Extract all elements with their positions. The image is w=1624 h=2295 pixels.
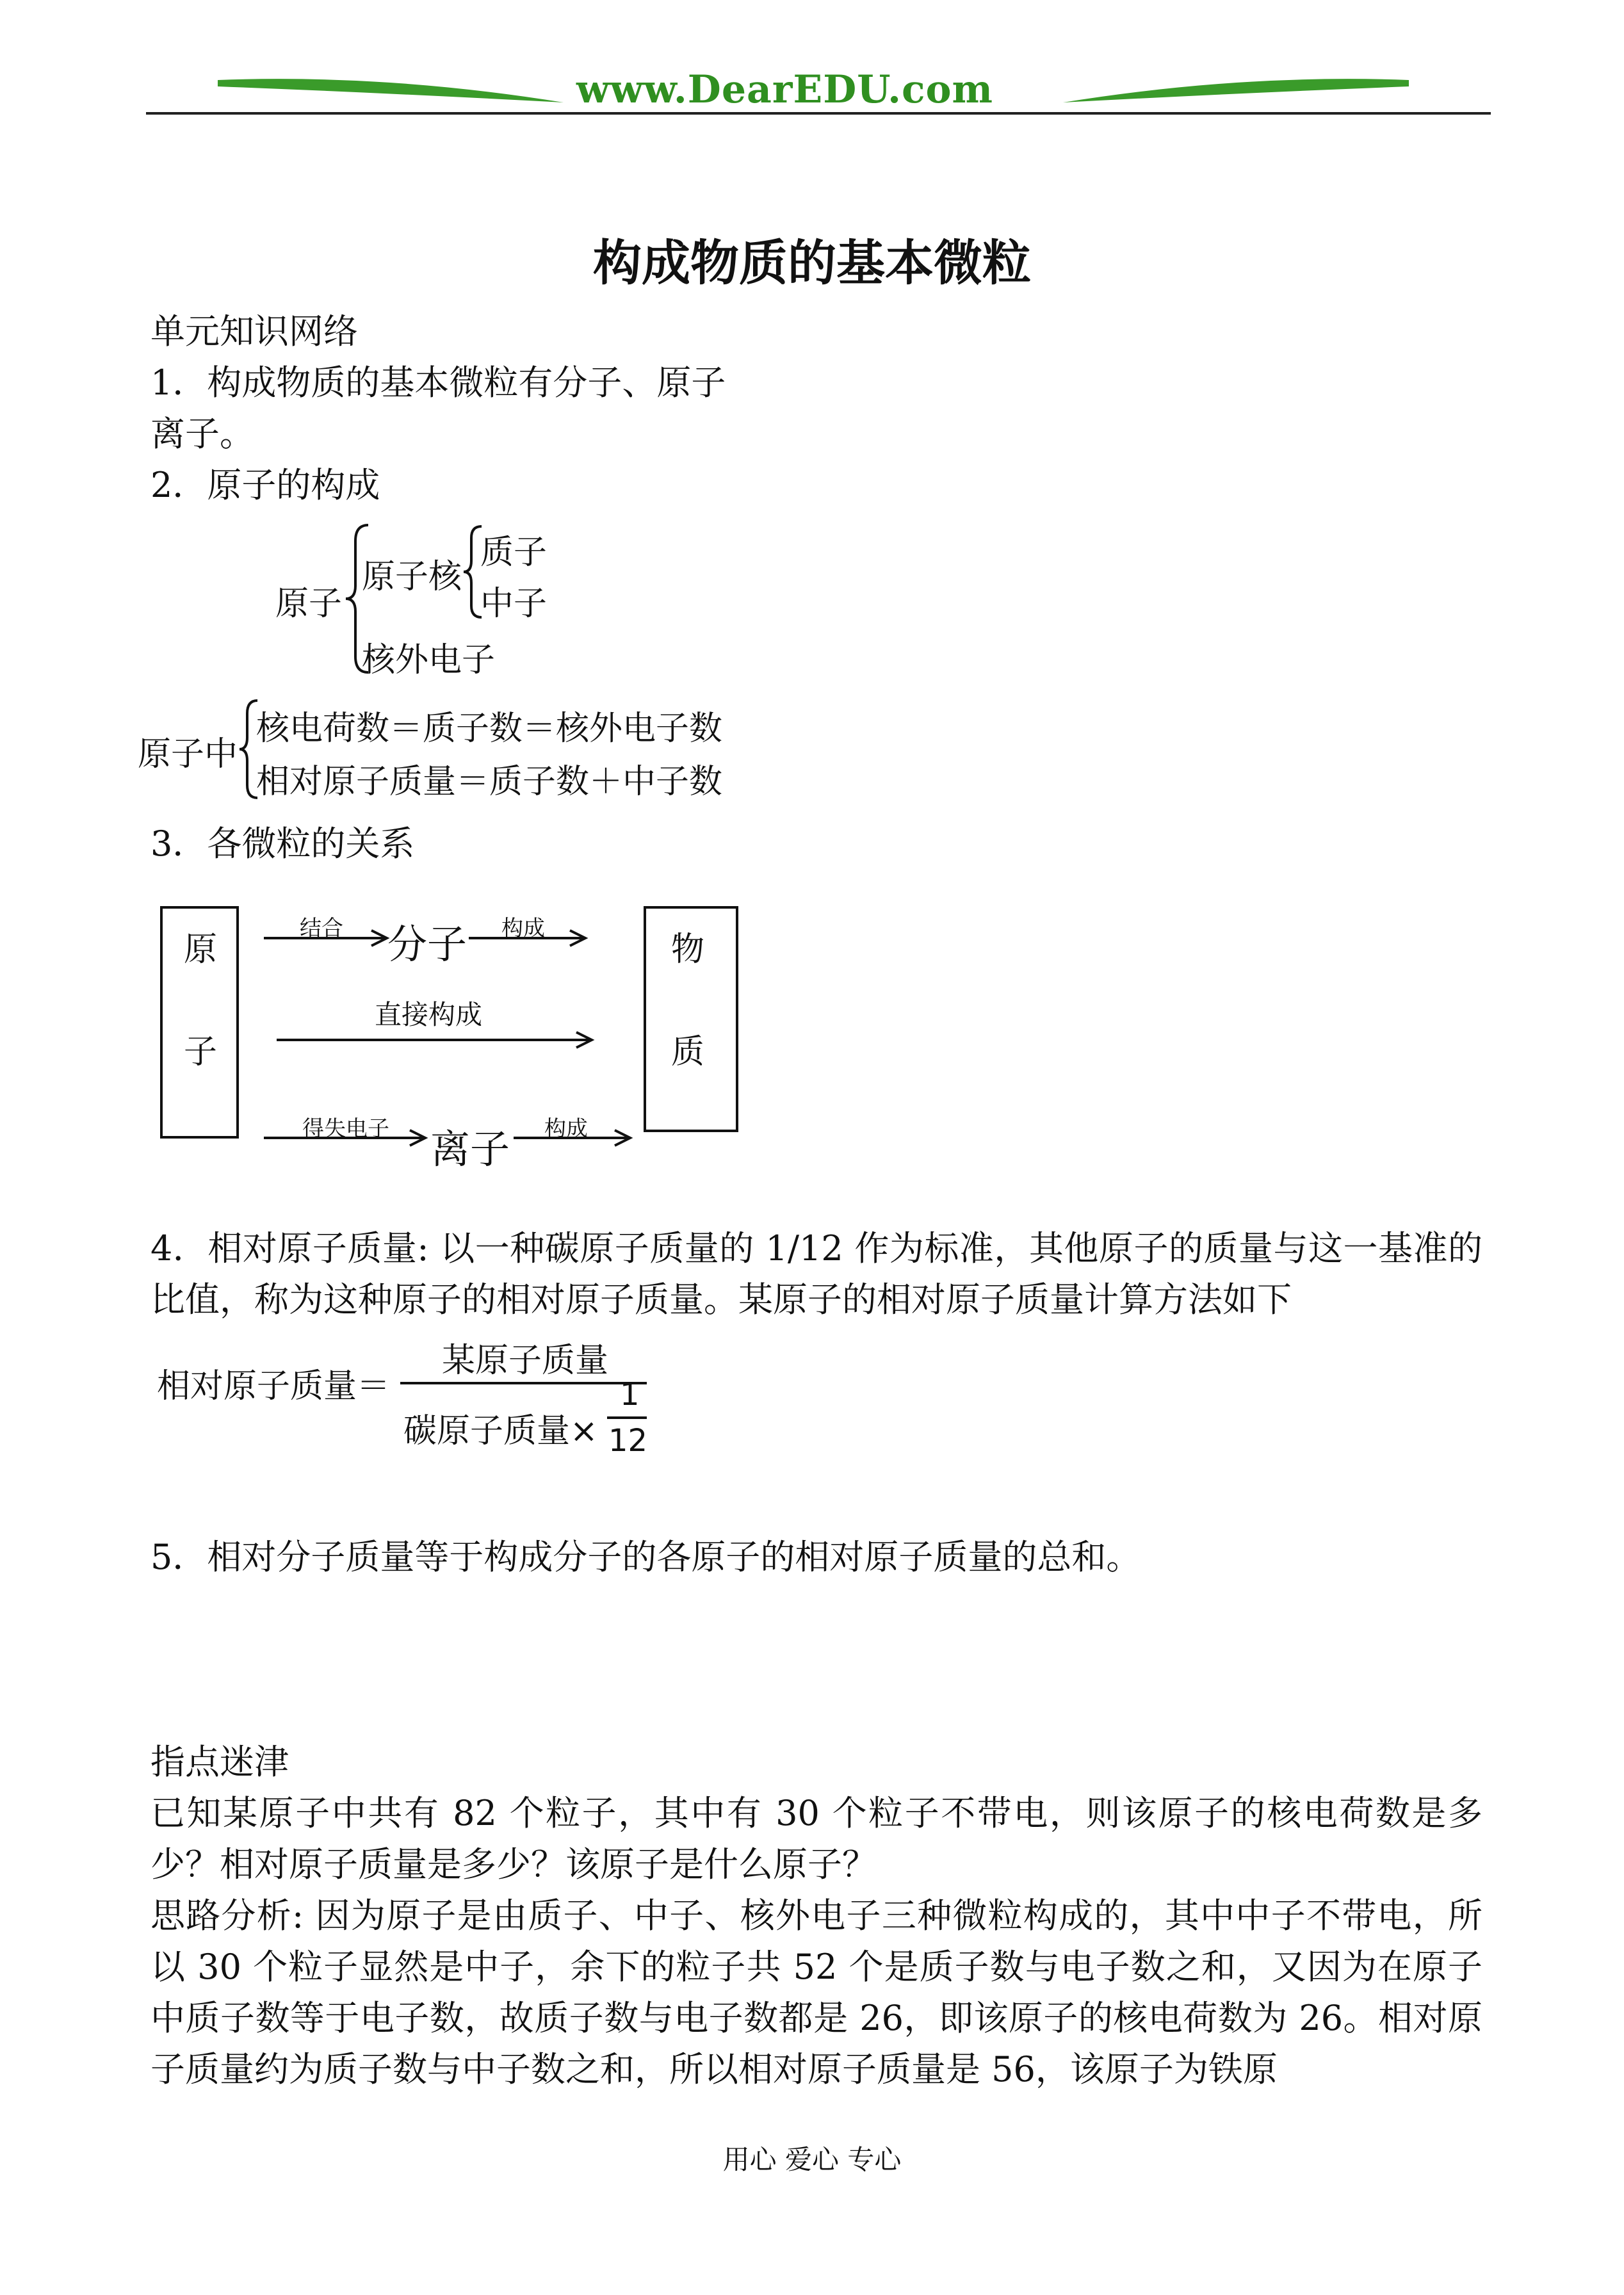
- formula-sub-fraction-bar: [607, 1416, 647, 1419]
- atom-box-char-2: 子: [184, 1033, 218, 1071]
- formula-main-fraction-bar: [400, 1382, 647, 1384]
- header-swoosh-right: [1050, 67, 1409, 112]
- relation-eq2: 相对原子质量＝质子数＋中子数: [256, 763, 723, 801]
- formula-lhs: 相对原子质量＝: [157, 1367, 391, 1406]
- item5-text: 5．相对分子质量等于构成分子的各原子的相对原子质量的总和。: [150, 1537, 1141, 1577]
- item4-text: 4．相对原子质量: 以一种碳原子质量的 1/12 作为标准，其他原子的质量与这一基准的比值，称为这种原子的相对原子质量。某原子的相对原子质量计算方法如下: [150, 1228, 1482, 1320]
- arrow-compose2-label: 构成: [544, 1116, 588, 1142]
- header-divider: [146, 112, 1491, 115]
- formula-numerator: 某原子质量: [442, 1342, 609, 1380]
- tree-proton: 质子: [480, 533, 548, 572]
- arrow-compose2: [512, 1125, 634, 1151]
- formula-frac-num: 1: [620, 1377, 640, 1413]
- arrow-compose1-label: 构成: [501, 916, 545, 941]
- arrow-combine-label: 结合: [300, 916, 343, 941]
- header-swoosh-left: [218, 67, 576, 112]
- matter-box-char-1: 物: [671, 930, 705, 969]
- tree-root: 原子: [275, 585, 343, 623]
- item1-line1: 1．构成物质的基本微粒有分子、原子: [150, 362, 726, 403]
- tree-neutron: 中子: [480, 585, 548, 623]
- ion-label: 离子: [430, 1126, 510, 1172]
- formula-frac-den: 12: [608, 1423, 648, 1459]
- item1-line2: 离子。: [150, 414, 254, 454]
- guide-heading: 指点迷津: [150, 1742, 289, 1782]
- matter-box-char-2: 质: [671, 1033, 705, 1071]
- arrow-direct: [275, 1027, 596, 1053]
- page-footer: 用心 爱心 专心: [722, 2144, 902, 2175]
- guide-analysis: 思路分析: 因为原子是由质子、中子、核外电子三种微粒构成的，其中中子不带电，所以 30 个粒子显然是中子，余下的粒子共 52 个是质子数与电子数之和，又因为在原子中质子数等于电子数，故质子数与电子数都是 26，即该原子的核电荷数为 26。相对原子质量约为质子数与中子数之和，所以相对原子质量是 56，该原子为铁原: [150, 1895, 1482, 2089]
- page-title: 构成物质的基本微粒: [593, 234, 1031, 291]
- arrow-direct-label: 直接构成: [375, 999, 483, 1030]
- relation-eq1: 核电荷数＝质子数＝核外电子数: [256, 710, 723, 748]
- item3-heading: 3．各微粒的关系: [150, 823, 415, 864]
- arrow-compose1: [467, 925, 589, 951]
- relation-root: 原子中: [138, 735, 238, 774]
- tree-nucleus: 原子核: [362, 558, 462, 596]
- arrow-gain-lose: [263, 1125, 429, 1151]
- molecule-label: 分子: [387, 921, 467, 968]
- item2-heading: 2．原子的构成: [150, 465, 380, 505]
- section-heading: 单元知识网络: [150, 311, 358, 352]
- arrow-gain-lose-label: 得失电子: [302, 1116, 389, 1142]
- atom-box-char-1: 原: [184, 930, 218, 969]
- arrow-combine: [263, 925, 391, 951]
- tree-electron: 核外电子: [362, 641, 496, 679]
- ion-row-clip: [256, 1111, 640, 1172]
- guide-question: 已知某原子中共有 82 个粒子，其中有 30 个粒子不带电，则该原子的核电荷数是多少？相对原子质量是多少？该原子是什么原子？: [150, 1793, 1482, 1885]
- formula-denominator: 碳原子质量×: [403, 1412, 598, 1450]
- site-logo: www.DearEDU.com: [576, 67, 994, 112]
